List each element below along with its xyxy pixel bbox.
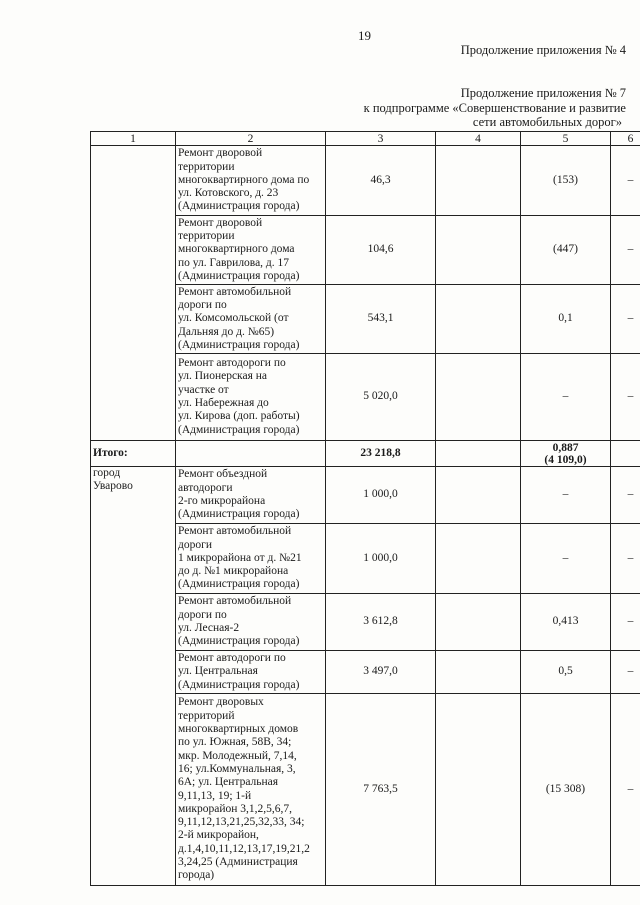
work-name-line: (Администрация города) (178, 508, 300, 521)
col5-cell: (15 308) (521, 694, 611, 886)
work-name-line: Ремонт объездной (178, 468, 268, 481)
work-name-line: Ремонт дворовой (178, 216, 263, 229)
area-cell-empty (91, 146, 176, 441)
work-name-cell (176, 524, 326, 594)
amount-cell: 5 020,0 (326, 354, 436, 441)
work-name-cell (176, 694, 326, 886)
amount-cell: 3 497,0 (326, 651, 436, 694)
col4-cell (436, 354, 521, 441)
page-number: 19 (358, 28, 371, 43)
work-name-cell (176, 216, 326, 285)
work-name-cell (176, 651, 326, 694)
work-name-line: 1 микрорайона от д. №21 (178, 551, 302, 564)
total-col6 (611, 441, 640, 467)
work-name-line: ул. Набережная до (178, 397, 269, 409)
work-name-line: (Администрация города) (178, 678, 300, 691)
work-name-line: мкр. Молодежный, 7,14, (178, 749, 297, 762)
col5-cell: – (521, 467, 611, 524)
col5-cell: – (521, 354, 611, 441)
table-row (91, 467, 640, 524)
work-name-line: ул. Пионерская на (178, 370, 267, 383)
area-name-line2: Уварово (93, 480, 133, 493)
work-name-line: дороги (178, 538, 212, 551)
work-name-line: (Администрация города) (178, 635, 300, 648)
amount-cell: 543,1 (326, 285, 436, 354)
work-name-line: Ремонт автомобильной (178, 285, 292, 298)
work-name-line: по ул. Гаврилова, д. 17 (178, 256, 290, 269)
col5-cell: 0,1 (521, 285, 611, 354)
work-name-line: 6А; ул. Центральная (178, 776, 279, 789)
col4-cell (436, 524, 521, 594)
work-name-line: ул. Центральная (178, 665, 258, 678)
work-name-cell (176, 146, 326, 216)
amount-cell: 1 000,0 (326, 467, 436, 524)
col4-cell (436, 285, 521, 354)
work-name-line: территорий (178, 709, 235, 722)
subprogram-heading-line2: сети автомобильных дорог» (472, 115, 622, 129)
amount-cell: 46,3 (326, 146, 436, 216)
col6-cell: – (611, 467, 640, 524)
work-name-line: (Администрация города) (178, 578, 300, 591)
work-name-line: многоквартирных домов (178, 723, 299, 736)
col4-cell (436, 651, 521, 694)
work-name-line: ул. Котовского, д. 23 (178, 187, 279, 200)
work-name-line: (Администрация города) (178, 338, 300, 351)
work-name-line: Ремонт автомобильной (178, 525, 292, 538)
col5-cell: 0,413 (521, 594, 611, 651)
work-name-line: 9,11,13, 19; 1-й (178, 789, 252, 802)
subprogram-heading-line1: к подпрограмме «Совершенствование и развитие (363, 101, 626, 115)
area-cell (91, 467, 176, 886)
work-name-line: Ремонт дворовых (178, 696, 264, 709)
work-name-line: 2-го микрорайона (178, 495, 266, 507)
work-name-line: Ремонт автодороги по (178, 652, 286, 665)
area-name-line1: город (93, 467, 121, 479)
total-col5-line1: 0,887 (552, 441, 579, 454)
col4-cell (436, 467, 521, 524)
total-col5 (521, 441, 611, 467)
col6-cell: – (611, 285, 640, 354)
work-name-line: ул. Кирова (доп. работы) (178, 410, 300, 423)
total-col4 (436, 441, 521, 467)
work-name-line: (Администрация города) (178, 200, 300, 213)
col6-cell: – (611, 651, 640, 694)
amount-cell: 1 000,0 (326, 524, 436, 594)
work-name-line: 2-й микрорайон, (178, 829, 259, 842)
work-name-cell (176, 285, 326, 354)
column-header-1: 1 (91, 132, 176, 146)
col5-cell: (447) (521, 216, 611, 285)
col4-cell (436, 146, 521, 216)
column-header-6: 6 (611, 132, 640, 146)
column-number-row (91, 132, 640, 146)
work-name-line: территории (178, 160, 235, 173)
work-name-cell (176, 594, 326, 651)
total-empty-cell (176, 441, 326, 467)
work-name-line: города) (178, 869, 215, 882)
col4-cell (436, 694, 521, 886)
work-name-line: многоквартирного дома по (178, 173, 310, 186)
work-name-line: дороги по (178, 608, 227, 621)
work-name-line: Ремонт дворовой (178, 147, 263, 160)
work-name-line: ул. Комсомольской (от (178, 312, 289, 325)
work-name-line: многоквартирного дома (178, 243, 295, 256)
work-name-line: до д. №1 микрорайона (178, 565, 289, 578)
work-name-line: Дальняя до д. №65) (178, 325, 275, 338)
col5-cell: (153) (521, 146, 611, 216)
work-name-line: Ремонт автодороги по (178, 357, 286, 370)
column-header-2: 2 (176, 132, 326, 146)
work-name-line: 16; ул.Коммунальная, 3, (178, 762, 296, 775)
table-row (91, 146, 640, 216)
col4-cell (436, 216, 521, 285)
total-col5-line2: (4 109,0) (544, 453, 587, 466)
amount-cell: 104,6 (326, 216, 436, 285)
work-name-line: по ул. Южная, 58В, 34; (178, 736, 292, 749)
work-name-line: дороги по (178, 299, 227, 312)
col6-cell: – (611, 594, 640, 651)
amount-cell: 7 763,5 (326, 694, 436, 886)
work-name-line: ул. Лесная-2 (178, 622, 240, 634)
appendix7-heading: Продолжение приложения № 7 (460, 86, 626, 100)
col6-cell: – (611, 216, 640, 285)
column-header-5: 5 (521, 132, 611, 146)
column-header-3: 3 (326, 132, 436, 146)
work-name-line: микрорайон 3,1,2,5,6,7, (178, 802, 293, 815)
work-name-line: автодороги (178, 481, 233, 494)
col5-cell: 0,5 (521, 651, 611, 694)
work-name-line: территории (178, 230, 235, 243)
work-name-cell (176, 354, 326, 441)
work-name-line: (Администрация города) (178, 423, 300, 436)
work-name-line: (Администрация города) (178, 269, 300, 282)
work-name-cell (176, 467, 326, 524)
work-name-line: 3,24,25 (Администрация (178, 855, 298, 868)
work-name-line: участке от (178, 383, 229, 396)
col4-cell (436, 594, 521, 651)
appendix4-heading: Продолжение приложения № 4 (460, 43, 626, 57)
column-header-4: 4 (436, 132, 521, 146)
total-label: Итого: (91, 441, 176, 467)
data-table (90, 131, 640, 886)
col5-cell: – (521, 524, 611, 594)
total-amount: 23 218,8 (326, 441, 436, 467)
amount-cell: 3 612,8 (326, 594, 436, 651)
total-row (91, 441, 640, 467)
work-name-line: д.1,4,10,11,12,13,17,19,21,2 (178, 842, 310, 855)
work-name-line: Ремонт автомобильной (178, 595, 292, 608)
work-name-line: 9,11,12,13,21,25,32,33, 34; (178, 816, 305, 829)
col6-cell: – (611, 354, 640, 441)
col6-cell: – (611, 524, 640, 594)
col6-cell: – (611, 694, 640, 886)
col6-cell: – (611, 146, 640, 216)
